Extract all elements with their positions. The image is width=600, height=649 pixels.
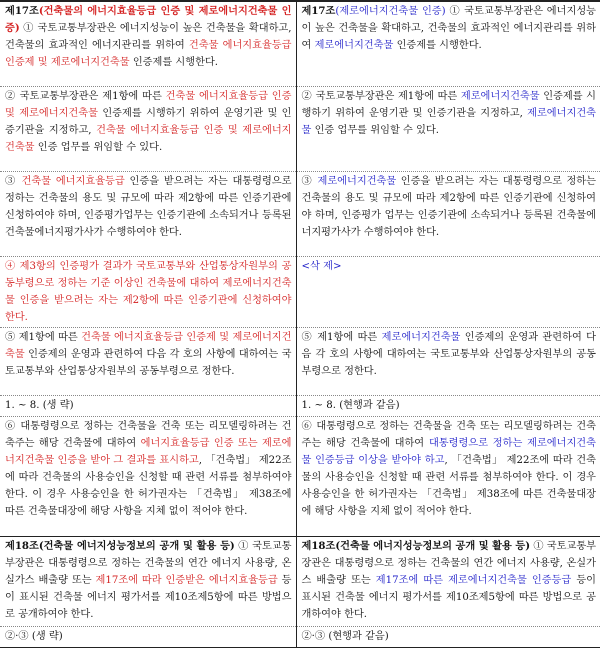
clause-text: ⑤ 제1항에 따른 xyxy=(5,331,82,343)
amended-text: 제로에너지건축물 xyxy=(301,107,596,136)
clause-text: 인증제의 운영과 관련하여 다음 각 호의 사항에 대하여는 국토교통부와 산업통상자원부의 공동부령으로 정한다. xyxy=(301,331,596,377)
clause-text: 1. ~ 8. (현행과 같음) xyxy=(301,399,400,411)
deleted-text: 건축물 에너지효율등급 인증제 및 제로에너지건축물 xyxy=(5,40,292,68)
table-row xyxy=(0,327,600,395)
clause-text: 인증을 받으려는 자는 대통령령으로 정하는 건축물의 용도 및 규모에 따라 제2항에 따른 인증기관에 신청하여야 하며, 인증평가업무는 인증기관에 소속되거나 등록된 건축물에너지평가사가 수행하여야 한다. xyxy=(5,175,292,238)
table-row xyxy=(0,536,600,626)
current-law-cell xyxy=(0,626,296,647)
deleted-text: 건축물 에너지효율등급 인증제 및 제로에너지건축물 xyxy=(5,331,292,360)
current-law-cell xyxy=(0,1,296,86)
clause-text: 제17조 xyxy=(301,5,336,17)
amended-text: 제로에너지건축물 xyxy=(460,90,540,102)
clause-text: 제18조(건축물 에너지성능정보의 공개 및 활용 등) xyxy=(301,539,531,552)
amended-text: 제로에너지건축물 xyxy=(381,331,461,343)
clause-text: ③ xyxy=(301,175,318,187)
clause-text: 인증제를 시행한다. xyxy=(129,57,219,68)
amended-law-cell xyxy=(296,626,600,647)
current-law-cell xyxy=(0,86,296,171)
deleted-text: 건축물 에너지효율등급 인증 및 제로에너지건축물 xyxy=(5,90,292,119)
current-law-cell xyxy=(0,256,296,327)
table-row xyxy=(0,395,600,416)
clause-text: , 「건축법」 제22조에 따라 건축물의 사용승인을 신청할 때 관련 서류를 첨부하여야 한다. 이 경우 사용승인을 한 허가권자는 「건축법」 제38조에 따른 건축물대장에 해당 사항을 지체 없이 적어야 한다. xyxy=(5,454,292,517)
clause-text: 인증제를 시행하기 위하여 운영기관 및 인증기관을 지정하고, xyxy=(301,90,596,119)
clause-text: ① 국토교통부장관은 대통령령으로 정하는 건축물의 연간 에너지 사용량, 온실가스 배출량 또는 xyxy=(5,540,292,586)
deleted-text: 에너지효율등급 인증 또는 제로에너지건축물 인증을 받아 그 결과를 표시하고 xyxy=(5,437,292,466)
table-row xyxy=(0,171,600,256)
clause-text: ②·③ (생 략) xyxy=(5,630,63,642)
current-law-cell xyxy=(0,395,296,416)
clause-text: 제18조(건축물 에너지성능정보의 공개 및 활용 등) xyxy=(5,539,235,552)
amended-law-cell xyxy=(296,171,600,256)
amended-text: 대통령령으로 정하는 제로에너지건축물 인증등급 이상을 받아야 하고 xyxy=(301,437,596,466)
clause-text: 인증제의 운영과 관련하여 다음 각 호의 사항에 대하여는 국토교통부와 산업통상자원부의 공동부령으로 정한다. xyxy=(5,348,292,377)
clause-text: 제17조 xyxy=(5,5,39,17)
amended-text: 제로에너지건축물 xyxy=(317,175,397,187)
clause-text: ②·③ (현행과 같음) xyxy=(301,630,389,642)
clause-text: ③ xyxy=(5,175,22,187)
amended-law-cell xyxy=(296,416,600,536)
table-row xyxy=(0,86,600,171)
amended-law-cell xyxy=(296,536,600,626)
amended-law-cell xyxy=(296,1,600,86)
current-law-cell xyxy=(0,171,296,256)
clause-text: 인증제를 시행한다. xyxy=(393,40,482,51)
clause-text: ② 국토교통부장관은 제1항에 따른 xyxy=(5,90,166,102)
amended-text: 제로에너지건축물 xyxy=(314,40,394,51)
clause-text: ① 국토교통부장관은 대통령령으로 정하는 건축물의 연간 에너지 사용량, 온실가스 배출량 또는 xyxy=(301,540,596,586)
clause-text: 인증 업무를 위임할 수 있다. xyxy=(34,141,163,153)
deleted-text: 건축물 에너지효율등급 인증 및 제로에너지건축물 xyxy=(5,124,292,153)
clause-text: ② 국토교통부장관은 제1항에 따른 xyxy=(301,90,461,102)
clause-text: 등이 표시된 건축물 에너지 평가서를 제10조제5항에 따른 방법으로 공개하여야 한다. xyxy=(5,574,292,620)
clause-text: , 「건축법」 제22조에 따라 건축물의 사용승인을 신청할 때 관련 서류를 첨부하여야 한다. 이 경우 사용승인을 한 허가권자는 「건축법」 제38조에 따른 건축물대장에 해당 사항을 지체 없이 적어야 한다. xyxy=(301,454,596,517)
clause-text: ⑥ 대통령령으로 정하는 건축물을 건축 또는 리모델링하려는 건축주는 해당 건축물에 대하여 xyxy=(301,420,596,449)
clause-text: ⑥ 대통령령으로 정하는 건축물을 건축 또는 리모델링하려는 건축주는 해당 건축물에 대하여 xyxy=(5,420,292,449)
current-law-cell xyxy=(0,327,296,395)
table-row xyxy=(0,1,600,86)
amended-text: (제로에너지건축물 인증) xyxy=(335,6,446,17)
clause-text: ① 국토교통부장관은 에너지성능이 높은 건축물을 확대하고, 건축물의 효과적인 에너지관리를 위하여 xyxy=(5,23,292,51)
clause-text: 등이 표시된 건축물 에너지 평가서를 제10조제5항에 따른 방법으로 공개하여야 한다. xyxy=(301,574,597,620)
amended-text: 제17조에 따른 제로에너지건축물 인증등급 xyxy=(375,574,572,586)
current-law-cell xyxy=(0,536,296,626)
deleted-text: ④ 제3항의 인증평가 결과가 국토교통부와 산업통상자원부의 공동부령으로 정하는 기준 이상인 건축물에 대하여 제로에너지건축물 인증을 받으려는 자는 제2항에 따른 인증기관에 신청하여야 한다. xyxy=(5,260,292,323)
current-law-cell xyxy=(0,416,296,536)
deleted-text: 제17조에 따라 인증받은 에너지효율등급 xyxy=(95,574,278,586)
amended-law-cell xyxy=(296,327,600,395)
deleted-text: (건축물의 에너지효율등급 인증 및 제로에너지건축물 인증) xyxy=(5,5,292,34)
clause-text: ⑤ 제1항에 따른 xyxy=(301,331,382,343)
clause-text: 인증제를 시행하기 위하여 운영기관 및 인증기관을 지정하고, xyxy=(5,107,292,136)
deleted-text: 건축물 에너지효율등급 xyxy=(21,175,125,187)
amended-text: <삭 제> xyxy=(301,260,342,272)
table-row xyxy=(0,626,600,647)
amended-law-cell xyxy=(296,256,600,327)
clause-text: 1. ~ 8. (생 략) xyxy=(5,399,74,411)
table-row xyxy=(0,416,600,536)
clause-text: 인증 업무를 위임할 수 있다. xyxy=(311,124,440,136)
table-row xyxy=(0,256,600,327)
clause-text: ① 국토교통부장관은 에너지성능이 높은 건축물을 확대하고, 건축물의 효과적인 에너지관리를 위하여 xyxy=(301,6,596,51)
clause-text: 인증을 받으려는 자는 대통령령으로 정하는 건축물의 용도 및 규모에 따라 제2항에 따른 인증기관에 신청하여야 하며, 인증평가 업무는 인증기관에 소속되거나 등록된 건축물에너지평가사가 수행하여야 한다. xyxy=(301,175,596,238)
amended-law-cell xyxy=(296,395,600,416)
amended-law-cell xyxy=(296,86,600,171)
